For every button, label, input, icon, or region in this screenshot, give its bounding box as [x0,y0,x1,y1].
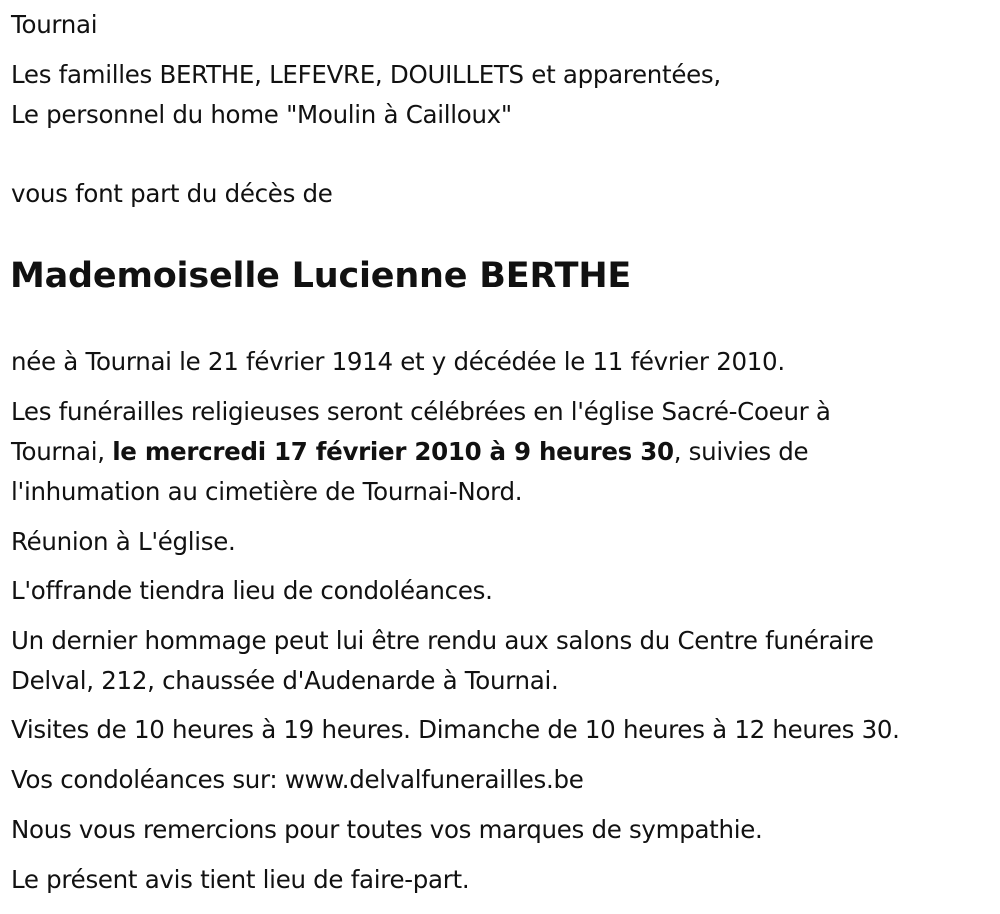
thanks-line: Nous vous remercions pour toutes vos marques de sympathie. [11,815,763,844]
city-line: Tournai [11,10,98,39]
announce-line: vous font part du décès de [11,179,333,208]
meeting-line: Réunion à L'église. [11,527,236,556]
staff-line: Le personnel du home "Moulin à Cailloux" [11,100,512,129]
funeral-line-1: Les funérailles religieuses seront célébrées en l'église Sacré-Coeur à [11,397,831,426]
families-line: Les familles BERTHE, LEFEVRE, DOUILLETS et apparentées, [11,60,721,89]
tribute-line-2: Delval, 212, chaussée d'Audenarde à Tournai. [11,666,559,695]
offering-line: L'offrande tiendra lieu de condoléances. [11,576,493,605]
condolences-line: Vos condoléances sur: www.delvalfunerailles.be [11,765,584,794]
funeral-line-3: l'inhumation au cimetière de Tournai-Nord. [11,477,523,506]
funeral-line-2-suffix: , suivies de [673,437,809,466]
deceased-name: Mademoiselle Lucienne BERTHE [10,256,632,296]
funeral-line-2-prefix: Tournai, [11,437,113,466]
funeral-date-time: le mercredi 17 février 2010 à 9 heures 30 [112,437,674,466]
tribute-line-1: Un dernier hommage peut lui être rendu aux salons du Centre funéraire [11,626,874,655]
visits-line: Visites de 10 heures à 19 heures. Dimanche de 10 heures à 12 heures 30. [11,715,900,744]
funeral-line-2 [11,432,808,472]
birth-death-line: née à Tournai le 21 février 1914 et y décédée le 11 février 2010. [11,347,785,376]
closing-line: Le présent avis tient lieu de faire-part. [11,865,470,894]
